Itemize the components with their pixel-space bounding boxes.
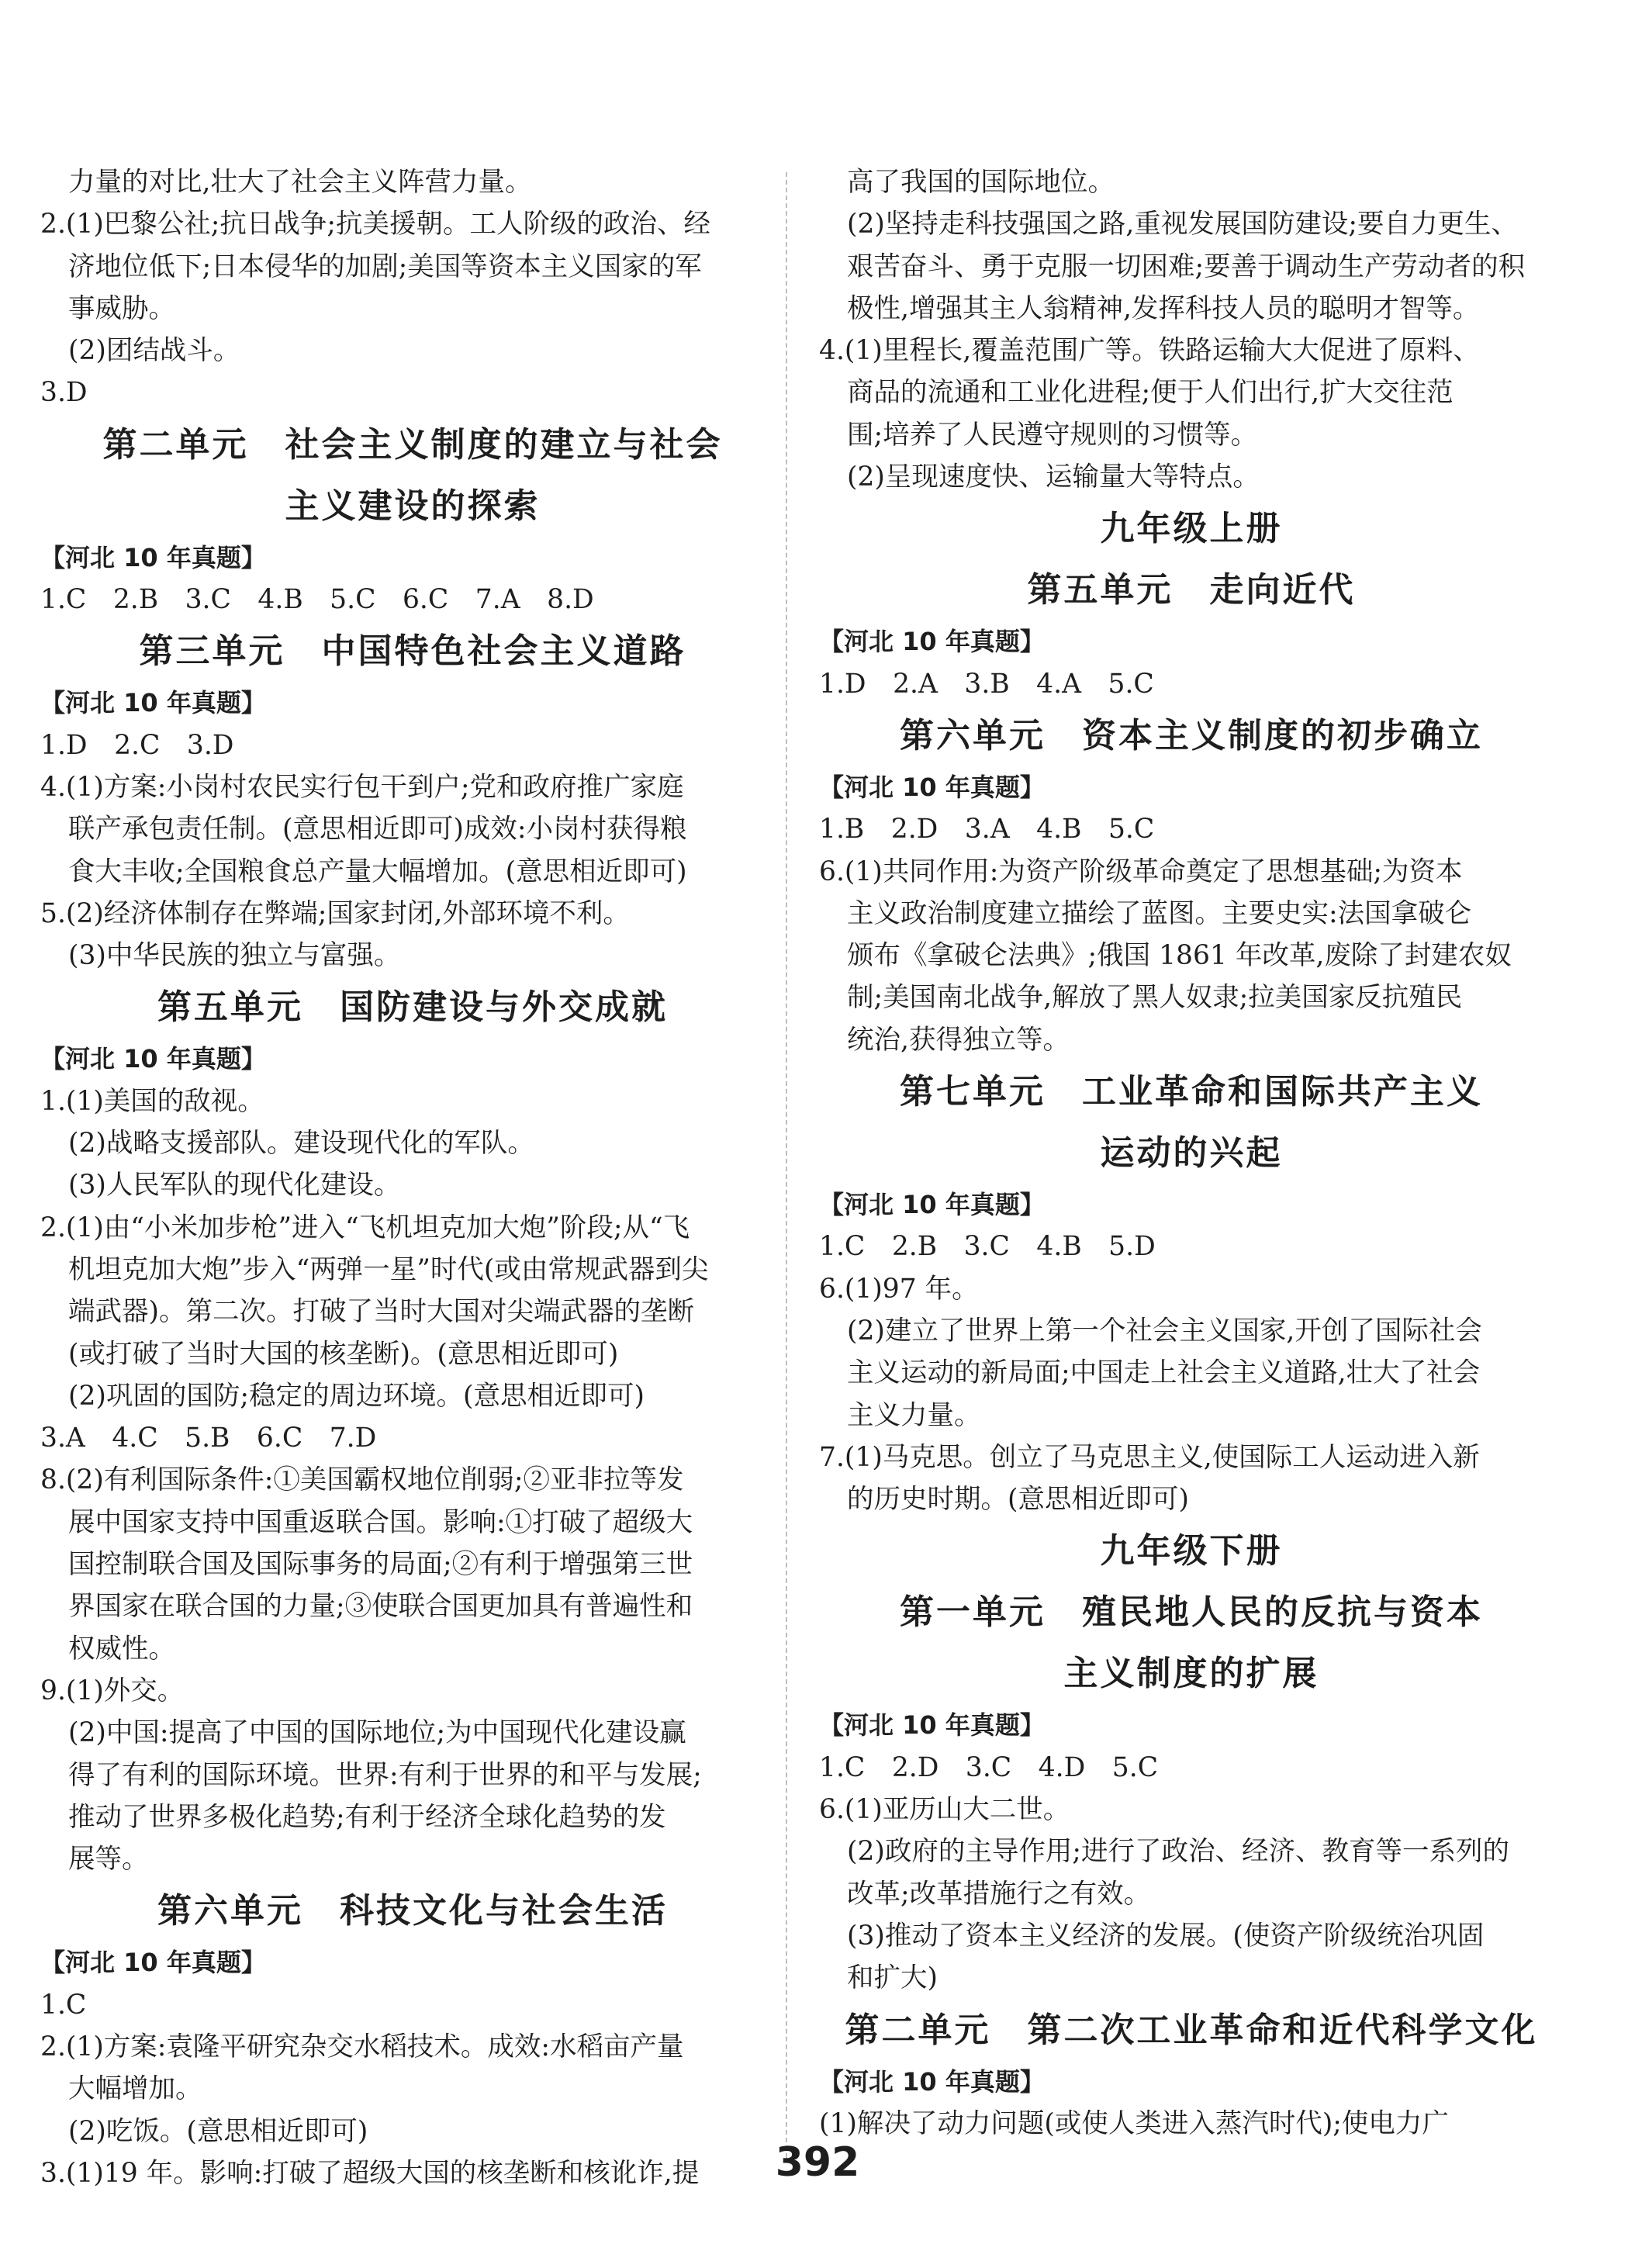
answer-line: (2)吃饭。(意思相近即可)	[68, 2115, 368, 2147]
answer-line: (3)人民军队的现代化建设。	[68, 1170, 401, 1201]
section-heading: 第六单元 资本主义制度的初步确立	[900, 715, 1483, 755]
answer-line: 1.C	[40, 1989, 87, 2021]
section-heading: 第七单元 工业革命和国际共产主义	[900, 1072, 1483, 1112]
answer-line: 得了有利的国际环境。世界:有利于世界的和平与发展;	[68, 1759, 702, 1791]
answer-line: 6.(1)97 年。	[819, 1273, 979, 1305]
answer-line: 2.(1)由“小米加步枪”进入“飞机坦克加大炮”阶段;从“飞	[40, 1212, 690, 1243]
answer-line: 和扩大)	[847, 1962, 938, 1994]
answer-line: 3.A 4.C 5.B 6.C 7.D	[40, 1423, 377, 1454]
answer-line: 1.D 2.C 3.D	[40, 729, 234, 761]
answer-line: 事威胁。	[68, 292, 175, 324]
section-heading: 第一单元 殖民地人民的反抗与资本	[900, 1592, 1483, 1633]
answer-line: 大幅增加。	[68, 2073, 202, 2105]
section-heading: 第五单元 走向近代	[1027, 570, 1356, 610]
exam-source-tag: 【河北 10 年真题】	[819, 772, 1045, 802]
column-divider	[786, 172, 787, 2158]
answer-line: (2)巩固的国防;稳定的周边环境。(意思相近即可)	[68, 1380, 645, 1412]
answer-line: 改革;改革措施行之有效。	[847, 1878, 1151, 1910]
answer-line: 1.D 2.A 3.B 4.A 5.C	[819, 668, 1154, 700]
answer-line: (2)建立了世界上第一个社会主义国家,开创了国际社会	[847, 1315, 1482, 1347]
answer-line: 权威性。	[68, 1633, 175, 1665]
section-heading: 主义制度的扩展	[1063, 1654, 1319, 1694]
answer-line: 9.(1)外交。	[40, 1675, 185, 1706]
section-heading: 第二单元 第二次工业革命和近代科学文化	[845, 2010, 1538, 2050]
answer-line: 1.C 2.D 3.C 4.D 5.C	[819, 1751, 1159, 1783]
answer-line: 机坦克加大炮”步入“两弹一星”时代(或由常规武器到尖	[68, 1253, 709, 1285]
answer-line: 济地位低下;日本侵华的加剧;美国等资本主义国家的军	[68, 251, 702, 282]
answer-line: 4.(1)方案:小岗村农民实行包干到户;党和政府推广家庭	[40, 771, 684, 803]
exam-source-tag: 【河北 10 年真题】	[819, 2066, 1045, 2097]
answer-line: 6.(1)亚历山大二世。	[819, 1794, 1070, 1826]
answer-line: (或打破了当时大国的核垄断)。(意思相近即可)	[68, 1338, 619, 1370]
answer-line: 5.(2)经济体制存在弊端;国家封闭,外部环境不利。	[40, 897, 630, 929]
answer-line: 力量的对比,壮大了社会主义阵营力量。	[68, 167, 532, 198]
answer-line: 国控制联合国及国际事务的局面;②有利于增强第三世	[68, 1549, 693, 1581]
answer-line: 主义运动的新局面;中国走上社会主义道路,壮大了社会	[847, 1357, 1481, 1389]
section-heading: 运动的兴起	[1100, 1133, 1283, 1174]
answer-line: 1.(1)美国的敌视。	[40, 1085, 264, 1117]
answer-line: 1.B 2.D 3.A 4.B 5.C	[819, 814, 1155, 845]
answer-line: (2)战略支援部队。建设现代化的军队。	[68, 1128, 534, 1160]
answer-line: 食大丰收;全国粮食总产量大幅增加。(意思相近即可)	[68, 856, 687, 887]
answer-line: 界国家在联合国的力量;③使联合国更加具有普遍性和	[68, 1591, 693, 1623]
answer-line: 6.(1)共同作用:为资产阶级革命奠定了思想基础;为资本	[819, 856, 1463, 887]
section-heading: 九年级下册	[1100, 1531, 1283, 1571]
left-column	[40, 161, 785, 2194]
section-heading: 九年级上册	[1100, 509, 1283, 549]
answer-line: 围;培养了人民遵守规则的习惯等。	[847, 419, 1258, 451]
answer-line: 展等。	[68, 1844, 149, 1876]
answer-line: 端武器)。第二次。打破了当时大国对尖端武器的垄断	[68, 1296, 694, 1328]
answer-line: 制;美国南北战争,解放了黑人奴隶;拉美国家反抗殖民	[847, 982, 1463, 1014]
answer-line: 艰苦奋斗、勇于克服一切困难;要善于调动生产劳动者的积	[847, 251, 1526, 282]
answer-line: 7.(1)马克思。创立了马克思主义,使国际工人运动进入新	[819, 1441, 1480, 1473]
exam-source-tag: 【河北 10 年真题】	[819, 1190, 1045, 1220]
answer-line: 2.(1)巴黎公社;抗日战争;抗美援朝。工人阶级的政治、经	[40, 209, 711, 240]
answer-line: 2.(1)方案:袁隆平研究杂交水稻技术。成效:水稻亩产量	[40, 2031, 684, 2062]
answer-line: 8.(2)有利国际条件:①美国霸权地位削弱;②亚非拉等发	[40, 1464, 684, 1496]
answer-line: 展中国家支持中国重返联合国。影响:①打破了超级大	[68, 1506, 693, 1538]
right-column	[819, 161, 1564, 2145]
answer-line: 1.C 2.B 3.C 4.B 5.C 6.C 7.A 8.D	[40, 584, 594, 616]
answer-line: 3.(1)19 年。影响:打破了超级大国的核垄断和核讹诈,提	[40, 2157, 700, 2189]
answer-line: (2)呈现速度快、运输量大等特点。	[847, 462, 1260, 493]
answer-line: 3.D	[40, 377, 88, 409]
section-heading: 主义建设的探索	[285, 486, 541, 526]
answer-line: (2)坚持走科技强国之路,重视发展国防建设;要自力更生、	[847, 209, 1518, 240]
answer-line: 1.C 2.B 3.C 4.B 5.D	[819, 1231, 1156, 1263]
answer-line: 4.(1)里程长,覆盖范围广等。铁路运输大大促进了原料、	[819, 335, 1480, 367]
answer-line: (2)团结战斗。	[68, 335, 240, 367]
exam-source-tag: 【河北 10 年真题】	[40, 1948, 266, 1978]
section-heading: 第六单元 科技文化与社会生活	[157, 1891, 668, 1931]
answer-line: (3)中华民族的独立与富强。	[68, 940, 401, 972]
exam-source-tag: 【河北 10 年真题】	[40, 688, 266, 718]
answer-line: 商品的流通和工业化进程;便于人们出行,扩大交往范	[847, 377, 1454, 409]
exam-source-tag: 【河北 10 年真题】	[819, 1710, 1045, 1741]
exam-source-tag: 【河北 10 年真题】	[40, 542, 266, 572]
answer-line: 的历史时期。(意思相近即可)	[847, 1484, 1189, 1516]
answer-line: (2)中国:提高了中国的国际地位;为中国现代化建设赢	[68, 1717, 686, 1749]
answer-line: 高了我国的国际地位。	[847, 167, 1115, 198]
answer-line: (3)推动了资本主义经济的发展。(使资产阶级统治巩固	[847, 1920, 1485, 1952]
answer-line: 极性,增强其主人翁精神,发挥科技人员的聪明才智等。	[847, 292, 1480, 324]
answer-line: 联产承包责任制。(意思相近即可)成效:小岗村获得粮	[68, 814, 687, 845]
answer-line: 主义政治制度建立描绘了蓝图。主要史实:法国拿破仑	[847, 897, 1472, 929]
answer-line: 主义力量。	[847, 1399, 981, 1431]
answer-line: (1)解决了动力问题(或使人类进入蒸汽时代);使电力广	[819, 2107, 1449, 2139]
answer-line: 颁布《拿破仑法典》;俄国 1861 年改革,废除了封建农奴	[847, 940, 1512, 972]
exam-source-tag: 【河北 10 年真题】	[40, 1044, 266, 1074]
answer-line: 推动了世界多极化趋势;有利于经济全球化趋势的发	[68, 1801, 666, 1833]
answer-line: 统治,获得独立等。	[847, 1024, 1070, 1056]
page-number: 392	[775, 2139, 860, 2186]
section-heading: 第二单元 社会主义制度的建立与社会	[102, 424, 723, 465]
exam-source-tag: 【河北 10 年真题】	[819, 627, 1045, 657]
section-heading: 第三单元 中国特色社会主义道路	[139, 631, 686, 672]
section-heading: 第五单元 国防建设与外交成就	[157, 987, 668, 1028]
answer-line: (2)政府的主导作用;进行了政治、经济、教育等一系列的	[847, 1836, 1509, 1868]
